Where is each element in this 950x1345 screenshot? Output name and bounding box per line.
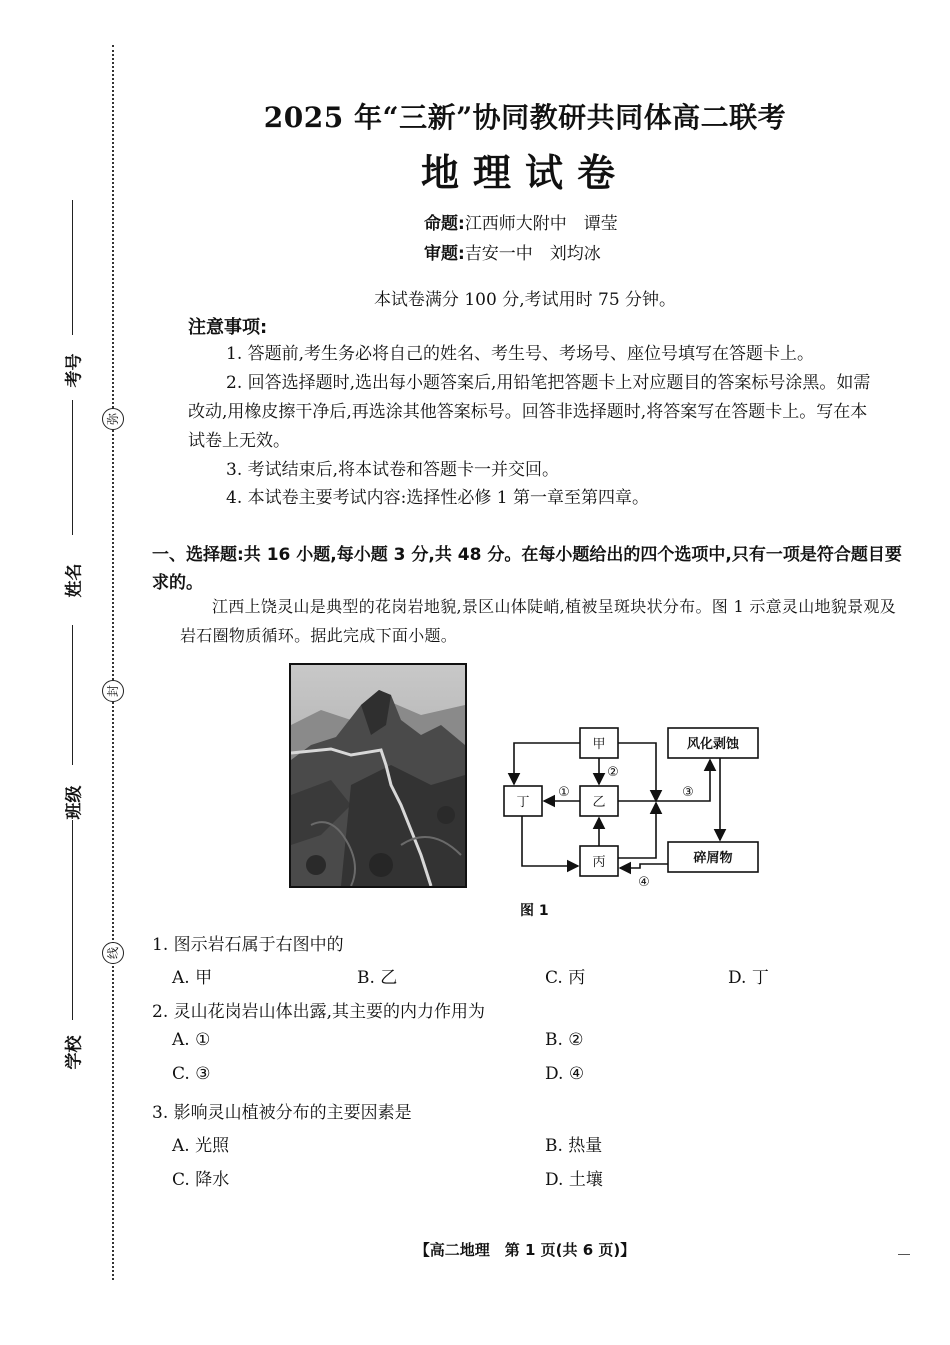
arrow-4-label: ④ xyxy=(638,875,650,890)
question-1: 1. 图示岩石属于右图中的 xyxy=(152,935,344,955)
seal-xian: 线 xyxy=(102,942,124,964)
node-weathering: 风化剥蚀 xyxy=(686,737,740,752)
node-bing: 丙 xyxy=(592,855,606,870)
class-label: 班级 xyxy=(64,785,85,820)
setter-value: 江西师大附中 谭莹 xyxy=(464,214,618,234)
q3-option-b: B. 热量 xyxy=(545,1136,603,1156)
page-footer: 【高二地理 第 1 页(共 6 页)】 xyxy=(414,1241,636,1259)
q1-option-b: B. 乙 xyxy=(357,968,398,988)
q1-option-d: D. 丁 xyxy=(728,968,769,988)
q2-option-d: D. ④ xyxy=(545,1064,585,1084)
reviewer-line xyxy=(424,239,601,264)
binding-dotted-line xyxy=(112,45,114,1280)
node-debris: 碎屑物 xyxy=(693,851,733,866)
q3-option-a: A. 光照 xyxy=(172,1136,230,1156)
school-rule xyxy=(72,820,73,1020)
q3-option-d: D. 土壤 xyxy=(545,1170,603,1190)
notice-heading: 注意事项: xyxy=(188,317,268,338)
setter-line xyxy=(424,209,618,234)
figure-caption: 图 1 xyxy=(520,903,549,919)
question-2: 2. 灵山花岗岩山体出露,其主要的内力作用为 xyxy=(152,1002,486,1022)
node-yi: 乙 xyxy=(592,795,606,810)
q2-option-b: B. ② xyxy=(545,1030,584,1050)
question-stem: 江西上饶灵山是典型的花岗岩地貌,景区山体陡峭,植被呈斑块状分布。图 1 示意灵山地貌景观及岩石圈物质循环。据此完成下面小题。 xyxy=(180,597,897,645)
school-label: 学校 xyxy=(64,1035,85,1070)
q2-option-c: C. ③ xyxy=(172,1064,211,1084)
exam-intro: 本试卷满分 100 分,考试用时 75 分钟。 xyxy=(373,290,677,310)
exam-number-label: 考号 xyxy=(64,353,85,388)
reviewer-label: 审题: xyxy=(424,244,465,264)
exam-number-rule xyxy=(72,200,73,335)
q2-option-a: A. ① xyxy=(172,1030,211,1050)
exam-title: 2025 年“三新”协同教研共同体高二联考 xyxy=(263,101,787,134)
setter-label: 命题: xyxy=(424,214,465,234)
q3-option-c: C. 降水 xyxy=(172,1170,230,1190)
seal-feng: 封 xyxy=(102,680,124,702)
subject-title: 地理试卷 xyxy=(420,151,629,195)
name-rule xyxy=(72,400,73,535)
notice-item-2: 2. 回答选择题时,选出每小题答案后,用铅笔把答题卡上对应题目的答案标号涂黑。如需改动,用橡皮擦干净后,再选涂其他答案标号。回答非选择题时,将答案写在答题卡上。写在本试卷上无效。 xyxy=(188,373,871,451)
node-jia: 甲 xyxy=(592,737,606,752)
arrow-3-label: ③ xyxy=(682,785,694,800)
question-3: 3. 影响灵山植被分布的主要因素是 xyxy=(152,1103,412,1123)
seal-mi: 弥 xyxy=(102,408,124,430)
corner-mark xyxy=(898,1254,910,1255)
notice-item-4: 4. 本试卷主要考试内容:选择性必修 1 第一章至第四章。 xyxy=(226,488,649,508)
reviewer-value: 吉安一中 刘均冰 xyxy=(464,244,601,264)
node-ding: 丁 xyxy=(516,795,530,810)
section-heading: 一、选择题:共 16 小题,每小题 3 分,共 48 分。在每小题给出的四个选项中,只有一项是符合题目要求的。 xyxy=(152,545,902,593)
arrow-1-label: ① xyxy=(558,785,570,800)
arrow-2-label: ② xyxy=(607,765,619,780)
notice-item-3: 3. 考试结束后,将本试卷和答题卡一并交回。 xyxy=(226,460,560,480)
granite-mountain-image xyxy=(291,665,465,886)
q1-option-c: C. 丙 xyxy=(545,968,586,988)
lingshan-photo xyxy=(289,663,467,888)
name-label: 姓名 xyxy=(64,563,85,598)
rock-cycle-diagram xyxy=(490,718,780,898)
notice-item-1: 1. 答题前,考生务必将自己的姓名、考生号、考场号、座位号填写在答题卡上。 xyxy=(226,344,815,364)
class-rule xyxy=(72,625,73,765)
q1-option-a: A. 甲 xyxy=(172,968,213,988)
